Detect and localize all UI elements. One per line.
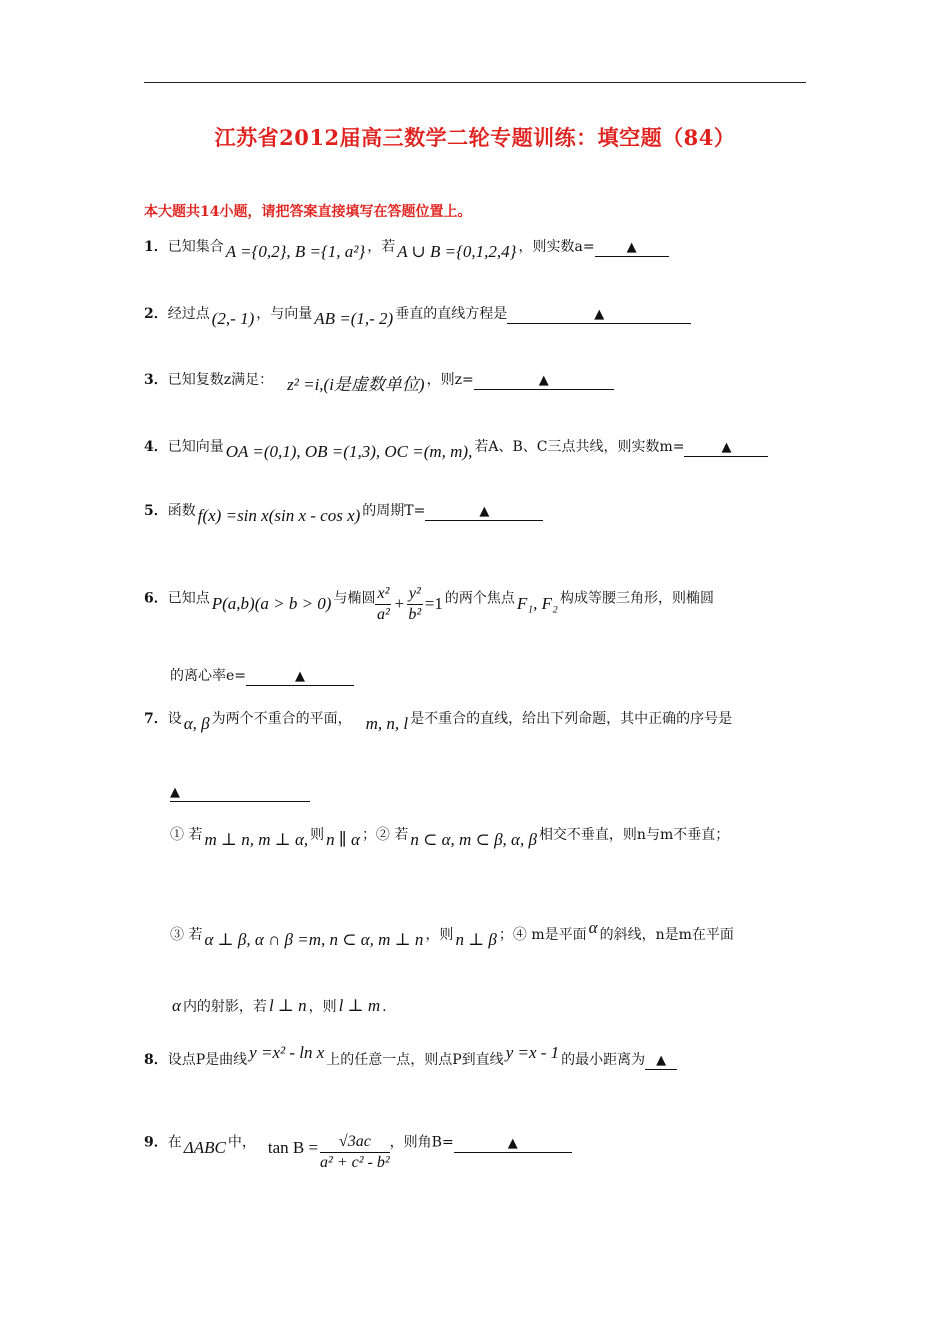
q8-answer-blank[interactable] — [645, 1051, 677, 1070]
q2-text3: 垂直的直线方程是 — [395, 306, 508, 322]
q1-answer-blank[interactable] — [595, 238, 669, 257]
triangle-icon: ▲ — [170, 785, 180, 800]
q3-text2: ，则z= — [426, 372, 474, 388]
q5-text: 函数 — [167, 503, 196, 519]
q6-fraction-y: $\frac{\text{y²}}{\text{b²}}$ — [408, 585, 422, 623]
q9-text2: 中， — [227, 1134, 256, 1151]
question-2 — [144, 303, 691, 328]
q9-answer-blank[interactable] — [454, 1134, 572, 1153]
q9-math-triangle: ΔABC — [183, 1137, 226, 1157]
q7-statement-4-cont: α 内的射影，若 l ⊥ n ，则 l ⊥ m . — [172, 996, 387, 1015]
q2-text2: ，与向量 — [256, 306, 313, 322]
q9-number: 9． — [144, 1134, 168, 1151]
question-7-answer — [170, 782, 310, 802]
q8-number: 8． — [144, 1052, 168, 1068]
q7-math-planes: α, β — [183, 714, 210, 733]
q9-text3: ，则角B= — [389, 1134, 454, 1151]
question-4 — [144, 436, 768, 461]
q7-text2: 为两个不重合的平面， — [211, 711, 352, 727]
q3-answer-blank[interactable] — [474, 371, 614, 390]
q1-math-sets: A ={0,2}, B ={1, a²} — [225, 242, 366, 261]
q6-fraction-x: $\frac{\text{x²}}{\text{a²}}$ — [377, 585, 390, 623]
q7-number: 7． — [144, 711, 168, 727]
q8-math-curve: y =x² - ln x — [249, 1043, 325, 1062]
q7-math-lines: m, n, l — [365, 714, 409, 733]
q5-number: 5． — [144, 503, 168, 519]
q2-math-point: (2,- 1) — [211, 309, 255, 328]
triangle-icon: ▲ — [656, 1053, 667, 1068]
question-5 — [144, 500, 543, 525]
q1-text2: ，若 — [367, 239, 396, 255]
q5-math: f(x) =sin x(sin x - cos x) — [197, 506, 361, 525]
q9-fraction: $\frac{√3ac}{\text{a² + c² - b²}}$ — [320, 1133, 390, 1171]
q6-text3: 的两个焦点 — [444, 590, 515, 607]
top-rule — [144, 82, 806, 83]
q7-text3: 是不重合的直线，给出下列命题，其中正确的序号是 — [410, 711, 733, 727]
q1-text3: ，则实数a= — [518, 239, 595, 255]
q8-math-line: y =x - 1 — [505, 1043, 560, 1062]
q3-math: z² =i,(i是虚数单位) — [287, 375, 425, 394]
q6-text2: 与椭圆 — [333, 590, 376, 607]
q6-answer-blank[interactable] — [246, 667, 354, 686]
question-6-cont — [170, 666, 354, 686]
q4-answer-blank[interactable] — [684, 438, 768, 457]
q2-math-vector: AB =(1,- 2) — [314, 309, 394, 328]
q4-text: 已知向量 — [167, 439, 224, 455]
q9-text: 在 — [167, 1134, 182, 1151]
q5-answer-blank[interactable] — [425, 502, 543, 521]
page-title: 江苏省2012届高三数学二轮专题训练：填空题（84） — [214, 125, 736, 150]
question-1 — [144, 236, 669, 261]
q7-answer-blank[interactable] — [170, 783, 310, 802]
q4-number: 4． — [144, 439, 168, 455]
question-6 — [144, 578, 714, 623]
q1-math-union: A ∪ B ={0,1,2,4} — [397, 242, 517, 261]
q9-math-tan: tan B = — [267, 1137, 319, 1157]
q7-statement-3-4: ③ 若 α ⊥ β, α ∩ β =m, n ⊂ α, m ⊥ n ，则 n ⊥ β ；④ m是平面 α 的斜线，n是m在平面 — [170, 918, 734, 949]
triangle-icon: ▲ — [626, 240, 637, 255]
q6-text: 已知点 — [167, 590, 210, 607]
question-8 — [144, 1043, 677, 1070]
q7-statement-1-2: ① 若 m ⊥ n, m ⊥ α, 则 n ∥ α ；② 若 n ⊂ α, m ⊂ β, α, β 相交不垂直，则n与m不垂直； — [170, 827, 730, 849]
q1-text: 已知集合 — [167, 239, 224, 255]
question-9 — [144, 1122, 572, 1171]
q7-text: 设 — [167, 711, 182, 727]
q5-text2: 的周期T= — [362, 503, 426, 519]
q2-text: 经过点 — [167, 306, 210, 322]
instructions: 本大题共14小题，请把答案直接填写在答题位置上。 — [144, 204, 472, 220]
q6-text4: 构成等腰三角形，则椭圆 — [559, 590, 714, 607]
q8-text: 设点P是曲线 — [167, 1052, 248, 1068]
triangle-icon: ▲ — [507, 1135, 518, 1151]
q4-math: OA =(0,1), OB =(1,3), OC =(m, m), — [225, 442, 473, 461]
q4-text2: 若A、B、C三点共线，则实数m= — [474, 439, 685, 455]
q6-math-foci: F₁, F₂ — [516, 593, 558, 613]
q3-text: 已知复数z满足： — [167, 372, 274, 388]
q6-plus: + — [393, 593, 405, 613]
q2-number: 2． — [144, 306, 168, 322]
q8-text3: 的最小距离为 — [561, 1052, 646, 1068]
triangle-icon: ▲ — [479, 504, 490, 519]
q6-math-point: P(a,b)(a > b > 0) — [211, 593, 332, 613]
q1-number: 1． — [144, 239, 168, 255]
q3-number: 3． — [144, 372, 168, 388]
q6-equals: =1 — [424, 593, 443, 613]
triangle-icon: ▲ — [594, 307, 605, 322]
q8-text2: 上的任意一点，则点P到直线 — [326, 1052, 504, 1068]
q2-answer-blank[interactable] — [507, 305, 691, 324]
triangle-icon: ▲ — [295, 669, 306, 684]
triangle-icon: ▲ — [721, 440, 732, 455]
triangle-icon: ▲ — [538, 373, 549, 388]
question-7 — [144, 708, 733, 733]
q6-number: 6． — [144, 590, 168, 607]
q6-text5: 的离心率e= — [170, 668, 247, 684]
question-3 — [144, 369, 614, 394]
